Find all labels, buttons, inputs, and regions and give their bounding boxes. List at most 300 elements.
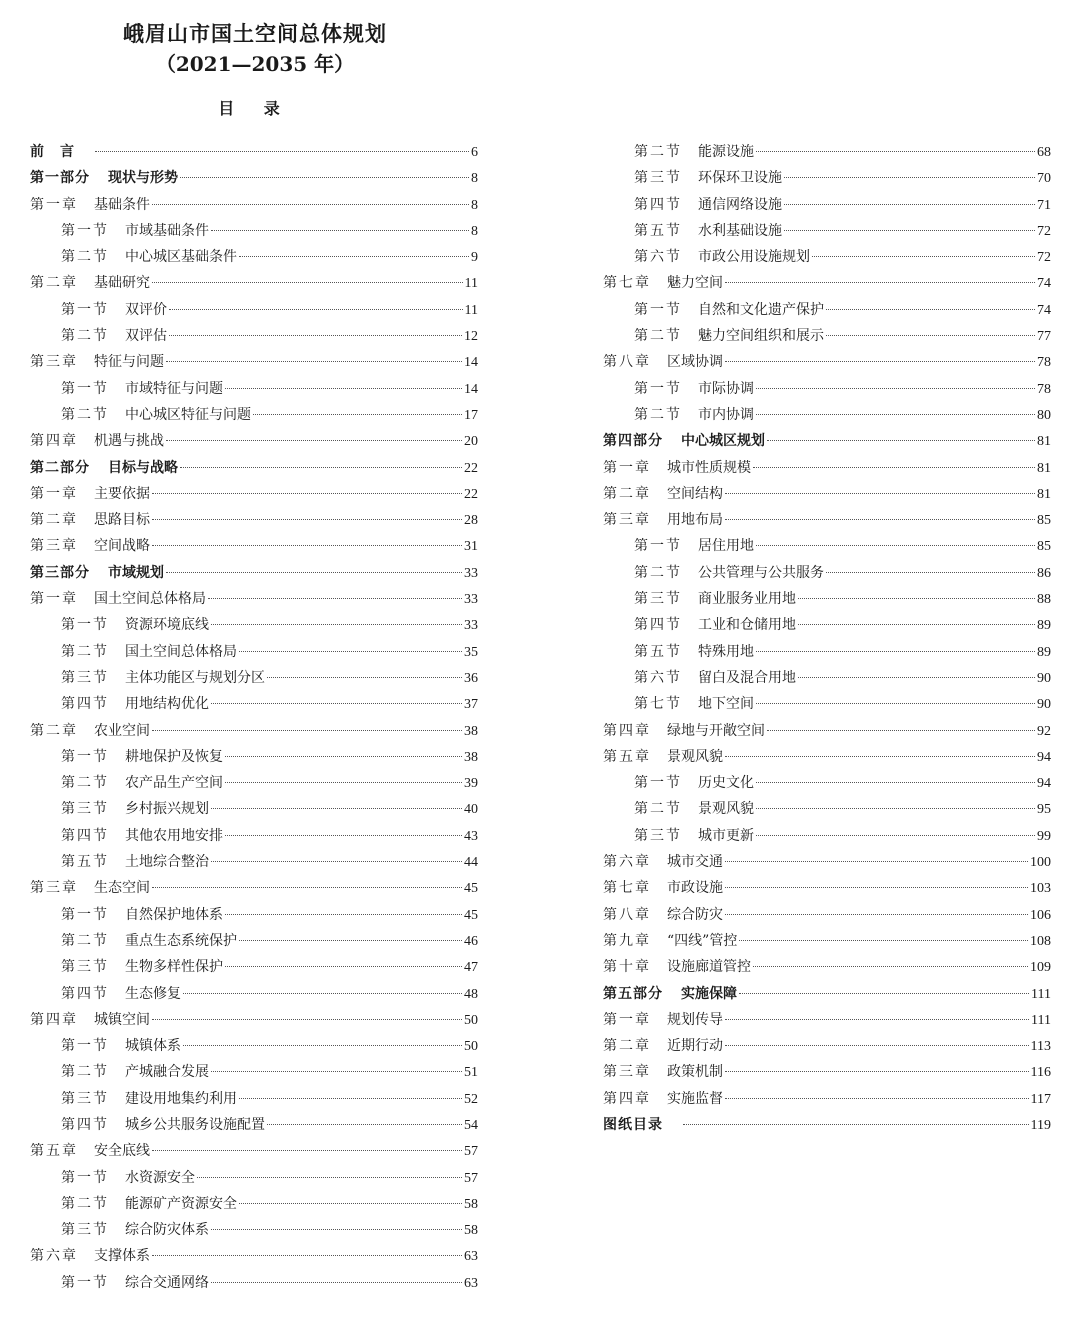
toc-entry-page-number: 99 [1037,828,1051,844]
toc-entry-title: 基础研究 [94,275,150,292]
toc-entry-label: 第一节 [61,1038,109,1055]
toc-entry-title: 政策机制 [667,1064,723,1081]
toc-entry-section[interactable] [30,928,478,954]
toc-entry-section[interactable] [30,744,478,770]
toc-entry-page-number: 103 [1030,881,1051,897]
dot-leader [784,204,1035,205]
toc-entry-title: 城乡公共服务设施配置 [125,1116,265,1133]
toc-entry-label: 第二节 [61,249,109,266]
dot-leader [225,835,462,836]
dot-leader [211,703,462,704]
toc-entry-section[interactable] [603,560,1051,586]
toc-entry-section[interactable] [30,1059,478,1085]
dot-leader [180,177,469,178]
toc-entry-page-number: 71 [1037,197,1051,213]
toc-entry-section[interactable] [30,1191,478,1217]
toc-entry-page-number: 43 [464,828,478,844]
document-title: 峨眉山市国土空间总体规划 [123,21,387,46]
toc-entry-label: 第二节 [61,1064,109,1081]
dot-leader [211,230,469,231]
toc-entry-chapter[interactable] [603,1007,1051,1033]
toc-entry-section[interactable] [30,1165,478,1191]
toc-entry-title: 居住用地 [698,538,754,555]
dot-leader [725,756,1035,757]
toc-entry-page-number: 77 [1037,329,1051,345]
toc-entry-part[interactable] [30,139,478,165]
dot-leader [225,914,462,915]
document-subtitle: （2021—2035 年） [155,52,355,76]
toc-entry-title: 区域协调 [667,354,723,371]
dot-leader [756,703,1035,704]
toc-entry-label: 第二节 [634,144,682,160]
dot-leader [152,493,462,494]
toc-entry-title: 空间结构 [667,485,723,502]
toc-entry-page-number: 22 [464,460,478,476]
toc-entry-section[interactable] [603,139,1051,165]
dot-leader [239,1098,462,1099]
dot-leader [753,966,1028,967]
toc-entry-page-number: 58 [464,1223,478,1239]
toc-entry-title: 基础条件 [94,196,150,213]
toc-entry-label: 第二节 [634,564,682,581]
toc-entry-label: 第二节 [634,801,682,818]
toc-entry-title: 留白及混合用地 [698,669,796,686]
toc-entry-title: 景观风貌 [667,748,723,765]
toc-entry-title: 综合防灾体系 [125,1222,209,1239]
toc-entry-label: 第三部分 [30,564,90,581]
toc-entry-chapter[interactable] [603,1059,1051,1085]
toc-entry-page-number: 8 [471,171,478,187]
toc-entry-page-number: 90 [1037,697,1051,713]
dot-leader [152,545,462,546]
toc-entry-label: 第五章 [30,1143,78,1160]
dot-leader [725,282,1035,283]
toc-entry-part[interactable] [30,455,478,481]
toc-entry-page-number: 48 [464,986,478,1002]
toc-entry-label: 第七章 [603,275,651,292]
dot-leader [784,230,1035,231]
toc-entry-label: 第二节 [634,406,682,423]
toc-entry-page-number: 85 [1037,513,1051,529]
toc-entry-chapter[interactable] [603,349,1051,375]
toc-entry-chapter[interactable] [603,849,1051,875]
toc-entry-part[interactable] [603,1112,1051,1138]
toc-entry-label: 第三节 [61,801,109,818]
toc-entry-page-number: 74 [1037,276,1051,292]
toc-entry-title: 市政公用设施规划 [698,249,810,266]
toc-entry-page-number: 109 [1030,960,1051,976]
toc-entry-page-number: 78 [1037,355,1051,371]
dot-leader [267,1124,462,1125]
dot-leader [239,940,462,941]
toc-entry-page-number: 74 [1037,302,1051,318]
dot-leader [211,861,462,862]
dot-leader [225,966,462,967]
toc-entry-page-number: 72 [1037,250,1051,266]
toc-entry-section[interactable] [30,902,478,928]
toc-entry-page-number: 86 [1037,565,1051,581]
toc-entry-page-number: 22 [464,486,478,502]
toc-entry-title: 公共管理与公共服务 [698,564,824,581]
toc-entry-label: 第二节 [61,643,109,660]
toc-entry-section[interactable] [30,665,478,691]
toc-entry-title: 城镇空间 [94,1011,150,1028]
toc-entry-section[interactable] [30,244,478,270]
toc-entry-part[interactable] [30,560,478,586]
toc-entry-page-number: 54 [464,1117,478,1133]
toc-entry-title: 能源矿产资源安全 [125,1195,237,1212]
toc-entry-part[interactable] [30,165,478,191]
toc-entry-label: 第四节 [634,196,682,213]
toc-entry-chapter[interactable] [603,744,1051,770]
toc-entry-section[interactable] [30,1270,478,1296]
toc-entry-chapter[interactable] [30,533,478,559]
toc-entry-page-number: 36 [464,670,478,686]
toc-entry-chapter[interactable] [603,455,1051,481]
toc-entry-page-number: 106 [1030,907,1051,923]
toc-entry-label: 第一节 [61,748,109,765]
dot-leader [725,1071,1029,1072]
toc-entry-chapter[interactable] [30,270,478,296]
toc-entry-page-number: 113 [1030,1039,1051,1055]
toc-entry-chapter[interactable] [30,192,478,218]
toc-entry-title: 实施监督 [667,1090,723,1107]
dot-leader [798,677,1035,678]
toc-entry-label: 第三节 [634,827,682,844]
toc-entry-label: 第一节 [634,380,682,397]
toc-entry-section[interactable] [30,823,478,849]
toc-entry-label: 第八章 [603,906,651,923]
toc-entry-page-number: 44 [464,855,478,871]
toc-entry-label: 第五部分 [603,985,663,1002]
toc-entry-section[interactable] [30,297,478,323]
toc-entry-page-number: 108 [1030,933,1051,949]
toc-entry-page-number: 38 [464,723,478,739]
toc-entry-section[interactable] [30,1112,478,1138]
toc-entry-label: 第一章 [30,591,78,608]
toc-entry-label: 第四节 [61,827,109,844]
toc-entry-section[interactable] [30,770,478,796]
toc-entry-chapter[interactable] [603,928,1051,954]
toc-entry-title: 机遇与挑战 [94,433,164,450]
toc-entry-section[interactable] [603,823,1051,849]
toc-entry-label: 第三节 [634,591,682,608]
toc-entry-label: 第一部分 [30,170,90,187]
toc-entry-page-number: 11 [464,276,478,292]
toc-entry-title: 中心城区特征与问题 [125,406,251,423]
dot-leader [152,887,462,888]
dot-leader [725,914,1028,915]
dot-leader [180,467,462,468]
toc-entry-page-number: 45 [464,881,478,897]
toc-entry-label: 第一节 [634,538,682,555]
toc-entry-title: 生态修复 [125,985,181,1002]
toc-entry-title: 市域规划 [108,564,164,581]
dot-leader [152,519,462,520]
toc-entry-page-number: 81 [1037,460,1051,476]
toc-entry-page-number: 119 [1030,1117,1051,1133]
toc-entry-chapter[interactable] [30,718,478,744]
toc-entry-page-number: 14 [464,355,478,371]
toc-entry-section[interactable] [603,770,1051,796]
toc-entry-label: 第六章 [603,854,651,871]
toc-entry-chapter[interactable] [30,507,478,533]
toc-entry-page-number: 9 [471,250,478,266]
toc-entry-page-number: 116 [1030,1065,1051,1081]
toc-entry-title: 水资源安全 [125,1169,195,1186]
toc-entry-section[interactable] [603,796,1051,822]
toc-entry-label: 第一节 [61,1169,109,1186]
toc-entry-page-number: 11 [464,302,478,318]
toc-entry-title: 土地综合整治 [125,854,209,871]
toc-entry-label: 第九章 [603,932,651,949]
toc-entry-label: 第二章 [603,485,651,502]
toc-entry-title: 能源设施 [698,144,754,160]
toc-entry-label: 第四节 [61,1116,109,1133]
dot-leader [152,204,469,205]
toc-entry-chapter[interactable] [603,954,1051,980]
toc-entry-chapter[interactable] [603,875,1051,901]
toc-entry-title: 用地结构优化 [125,696,209,713]
toc-entry-label: 第二节 [61,1195,109,1212]
dot-leader [756,835,1035,836]
toc-entry-page-number: 100 [1030,855,1051,871]
toc-entry-label: 第十章 [603,959,651,976]
toc-entry-title: 重点生态系统保护 [125,932,237,949]
dot-leader [725,887,1028,888]
toc-entry-section[interactable] [603,612,1051,638]
toc-entry-section[interactable] [30,218,478,244]
toc-entry-section[interactable] [30,954,478,980]
toc-entry-title: 实施保障 [681,985,737,1002]
dot-leader [183,993,462,994]
toc-entry-label: 第三章 [30,880,78,897]
dot-leader [208,598,462,599]
toc-entry-chapter[interactable] [30,1007,478,1033]
toc-entry-label: 第三章 [30,538,78,555]
dot-leader [239,651,462,652]
dot-leader [267,677,462,678]
dot-leader [753,467,1035,468]
toc-entry-section[interactable] [30,981,478,1007]
toc-entry-title: 其他农用地安排 [125,827,223,844]
dot-leader [826,309,1035,310]
toc-right-column [603,139,1051,1138]
toc-entry-chapter[interactable] [30,481,478,507]
toc-entry-section[interactable] [30,612,478,638]
toc-entry-chapter[interactable] [30,1243,478,1269]
toc-entry-page-number: 8 [471,197,478,213]
toc-entry-label: 第三章 [603,512,651,529]
toc-entry-chapter[interactable] [30,349,478,375]
toc-entry-part[interactable] [603,428,1051,454]
toc-entry-title: 环保环卫设施 [698,170,782,187]
toc-entry-page-number: 88 [1037,592,1051,608]
toc-entry-label: 第一章 [30,196,78,213]
toc-entry-page-number: 111 [1031,1012,1051,1028]
toc-entry-page-number: 70 [1037,171,1051,187]
toc-entry-page-number: 33 [464,565,478,581]
toc-entry-label: 第六节 [634,669,682,686]
toc-entry-title: 商业服务业用地 [698,591,796,608]
toc-entry-section[interactable] [30,1086,478,1112]
dot-leader [211,1229,462,1230]
toc-entry-title: 魅力空间 [667,275,723,292]
toc-entry-section[interactable] [603,218,1051,244]
toc-entry-title: 通信网络设施 [698,196,782,213]
toc-entry-label: 第四章 [30,433,78,450]
toc-entry-title: 国土空间总体格局 [125,643,237,660]
toc-entry-label: 第一节 [61,222,109,239]
toc-entry-chapter[interactable] [603,1033,1051,1059]
toc-entry-page-number: 81 [1037,434,1051,450]
toc-entry-label: 第四章 [603,722,651,739]
toc-entry-page-number: 57 [464,1144,478,1160]
toc-entry-section[interactable] [603,165,1051,191]
toc-entry-section[interactable] [603,244,1051,270]
toc-entry-label: 第二章 [603,1038,651,1055]
toc-entry-page-number: 92 [1037,723,1051,739]
dot-leader [225,782,462,783]
toc-entry-label: 第五节 [61,854,109,871]
toc-entry-page-number: 38 [464,749,478,765]
toc-entry-section[interactable] [30,1217,478,1243]
toc-entry-title: 双评估 [125,328,167,345]
toc-entry-section[interactable] [603,691,1051,717]
dot-leader [767,730,1035,731]
toc-entry-section[interactable] [603,665,1051,691]
toc-entry-label: 第四节 [61,985,109,1002]
dot-leader [767,440,1035,441]
toc-entry-page-number: 17 [464,407,478,423]
toc-entry-label: 第二章 [30,512,78,529]
toc-entry-section[interactable] [30,691,478,717]
toc-entry-title: 产城融合发展 [125,1064,209,1081]
toc-heading: 目 录 [218,99,292,118]
toc-entry-page-number: 14 [464,381,478,397]
toc-entry-title: 市内协调 [698,406,754,423]
toc-entry-title: 综合交通网络 [125,1274,209,1291]
dot-leader [756,151,1035,152]
toc-entry-page-number: 89 [1037,644,1051,660]
toc-entry-chapter[interactable] [30,586,478,612]
toc-entry-page-number: 6 [471,145,478,160]
toc-entry-section[interactable] [603,402,1051,428]
toc-entry-chapter[interactable] [603,481,1051,507]
toc-entry-section[interactable] [603,533,1051,559]
toc-entry-title: 魅力空间组织和展示 [698,328,824,345]
toc-entry-section[interactable] [603,323,1051,349]
toc-entry-section[interactable] [30,796,478,822]
toc-entry-label: 第六章 [30,1248,78,1265]
toc-entry-section[interactable] [603,192,1051,218]
dot-leader [169,335,462,336]
toc-entry-title: 市域基础条件 [125,222,209,239]
toc-entry-section[interactable] [30,402,478,428]
toc-entry-chapter[interactable] [603,507,1051,533]
toc-entry-title: 思路目标 [94,512,150,529]
toc-entry-title: 主体功能区与规划分区 [125,669,265,686]
toc-entry-page-number: 89 [1037,618,1051,634]
toc-entry-title: 建设用地集约利用 [125,1090,237,1107]
toc-entry-label: 第一节 [61,906,109,923]
dot-leader [725,1098,1029,1099]
dot-leader [152,1255,462,1256]
toc-entry-label: 第五章 [603,748,651,765]
toc-entry-title: 综合防灾 [667,906,723,923]
toc-entry-chapter[interactable] [30,875,478,901]
dot-leader [211,1071,462,1072]
toc-entry-section[interactable] [30,639,478,665]
toc-entry-chapter[interactable] [30,428,478,454]
toc-entry-label: 第一节 [634,301,682,318]
dot-leader [166,440,462,441]
toc-entry-section[interactable] [30,376,478,402]
toc-entry-chapter[interactable] [603,1086,1051,1112]
toc-entry-title: 工业和仓储用地 [698,617,796,634]
toc-entry-section[interactable] [30,849,478,875]
toc-entry-page-number: 68 [1037,145,1051,160]
toc-entry-section[interactable] [603,297,1051,323]
toc-entry-title: 乡村振兴规划 [125,801,209,818]
toc-entry-label: 第三节 [634,170,682,187]
dot-leader [253,414,462,415]
toc-entry-chapter[interactable] [603,270,1051,296]
toc-entry-page-number: 111 [1031,986,1051,1002]
toc-entry-label: 第三章 [603,1064,651,1081]
toc-entry-title: 水利基础设施 [698,222,782,239]
toc-entry-label: 第四节 [61,696,109,713]
toc-entry-page-number: 39 [464,776,478,792]
dot-leader [739,993,1029,994]
toc-entry-label: 第四章 [30,1011,78,1028]
toc-entry-section[interactable] [603,586,1051,612]
toc-entry-label: 第一节 [61,301,109,318]
dot-leader [152,730,462,731]
dot-leader [756,651,1035,652]
toc-entry-section[interactable] [30,1033,478,1059]
toc-entry-chapter[interactable] [30,1138,478,1164]
dot-leader [211,808,462,809]
toc-entry-section[interactable] [603,639,1051,665]
toc-entry-page-number: 72 [1037,223,1051,239]
toc-entry-label: 第二节 [61,932,109,949]
toc-entry-title: 特殊用地 [698,643,754,660]
toc-entry-part[interactable] [603,981,1051,1007]
toc-entry-title: 国土空间总体格局 [94,591,206,608]
dot-leader [152,1150,462,1151]
toc-entry-title: 支撑体系 [94,1248,150,1265]
dot-leader [798,598,1035,599]
toc-entry-chapter[interactable] [603,902,1051,928]
toc-entry-section[interactable] [30,323,478,349]
toc-entry-title: 城市更新 [698,827,754,844]
dot-leader [756,808,1035,809]
toc-entry-page-number: 47 [464,960,478,976]
toc-entry-title: 农业空间 [94,722,150,739]
toc-entry-label: 第一节 [61,617,109,634]
toc-entry-title: 空间战略 [94,538,150,555]
toc-entry-label: 第四部分 [603,433,663,450]
toc-entry-section[interactable] [603,376,1051,402]
toc-entry-page-number: 58 [464,1196,478,1212]
toc-entry-page-number: 95 [1037,802,1051,818]
toc-entry-label: 第五节 [634,222,682,239]
toc-entry-chapter[interactable] [603,718,1051,744]
toc-entry-title: 近期行动 [667,1038,723,1055]
toc-entry-page-number: 33 [464,592,478,608]
toc-entry-page-number: 78 [1037,381,1051,397]
